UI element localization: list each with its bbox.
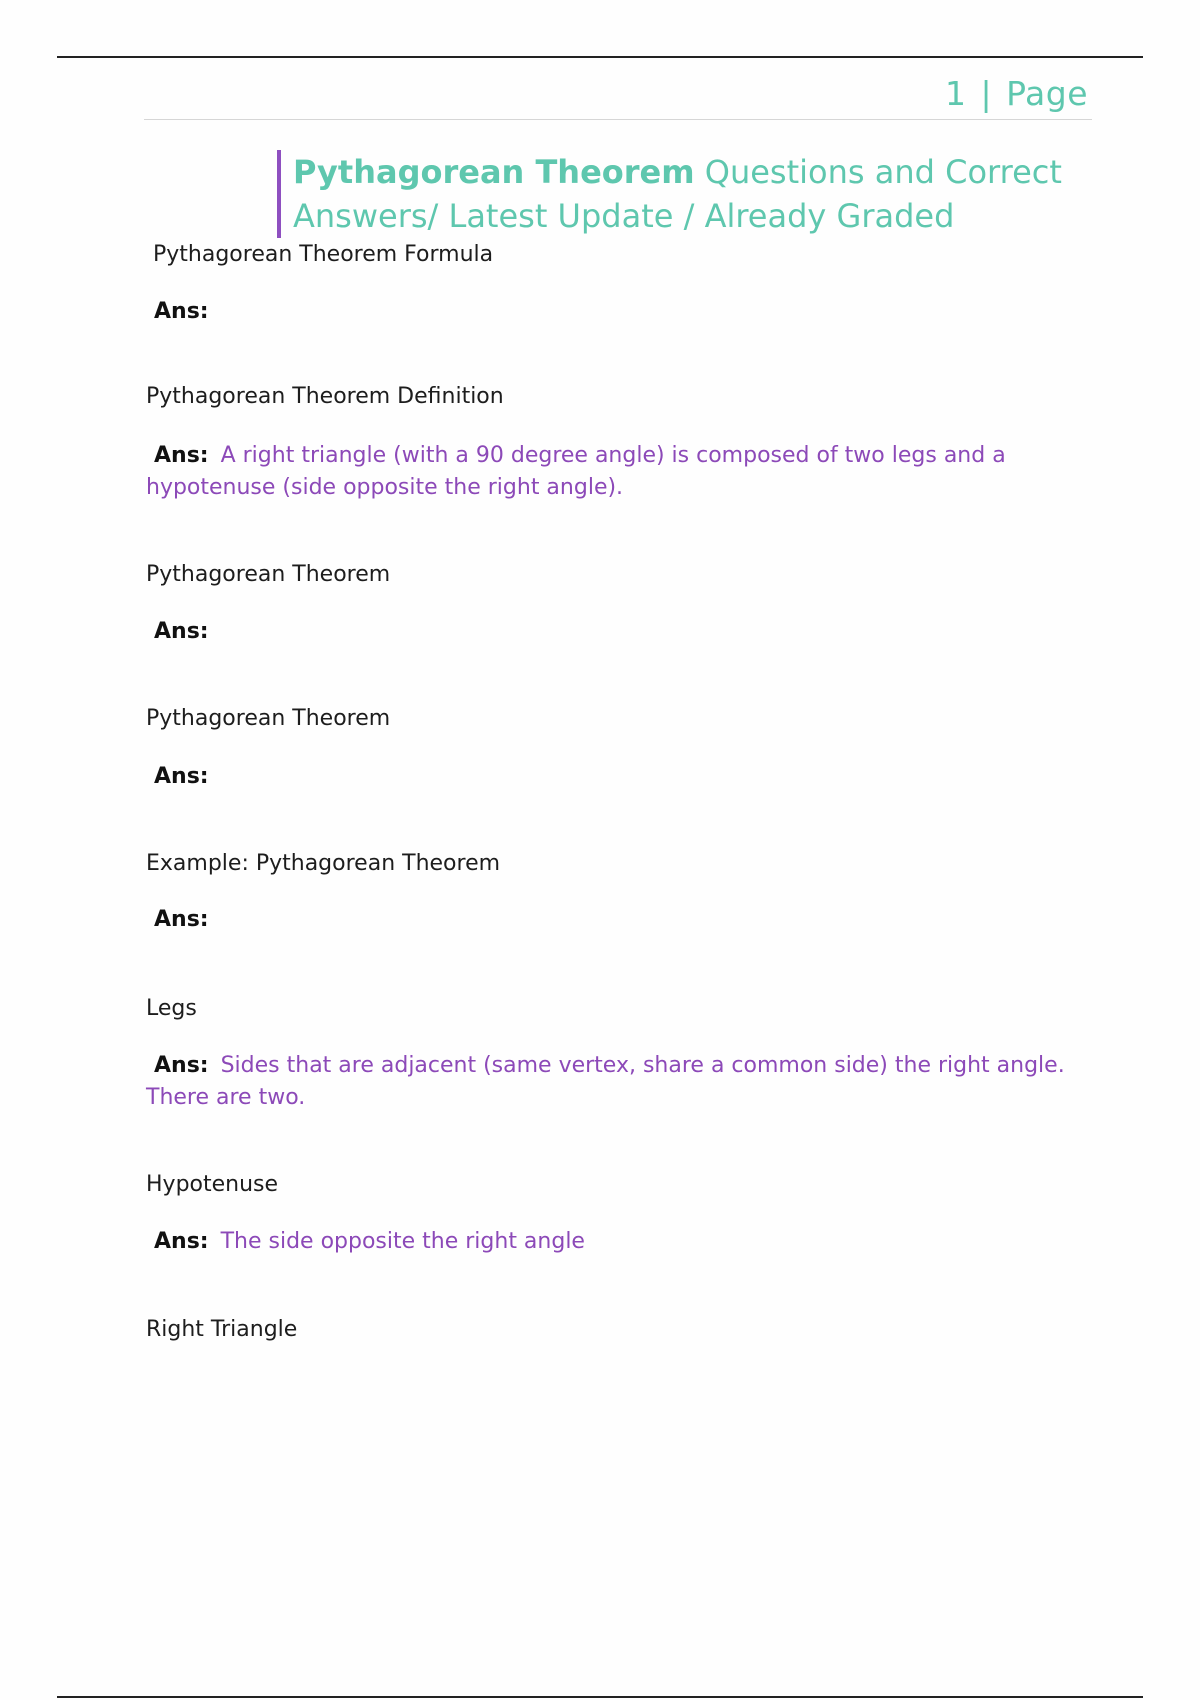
- header-divider: [144, 119, 1092, 120]
- question-text: Pythagorean Theorem: [146, 562, 391, 587]
- title-line-1: [293, 150, 1077, 194]
- page-word: Page: [1006, 74, 1088, 113]
- question-text: Pythagorean Theorem: [146, 706, 391, 731]
- question-text: Legs: [146, 996, 197, 1021]
- ans-label: Ans:: [154, 443, 209, 468]
- question-text: Pythagorean Theorem Definition: [146, 384, 504, 409]
- document-title: [277, 150, 1077, 238]
- title-rest: Questions and Correct: [694, 153, 1062, 191]
- question-text: Hypotenuse: [146, 1172, 279, 1197]
- page-number-header: [945, 74, 1088, 113]
- ans-label: Ans:: [154, 619, 209, 644]
- answer-block: [146, 1226, 1076, 1258]
- answer-text: Sides that are adjacent (same vertex, share a common side) the right angle. There are two.: [146, 1053, 1065, 1110]
- answer-block: [146, 1050, 1076, 1114]
- question-text: Pythagorean Theorem Formula: [153, 242, 494, 267]
- ans-label: Ans:: [154, 299, 209, 324]
- ans-label: Ans:: [154, 764, 209, 789]
- top-rule: [57, 56, 1143, 58]
- ans-label: Ans:: [154, 1229, 209, 1254]
- question-text: Example: Pythagorean Theorem: [146, 851, 501, 876]
- answer-text: The side opposite the right angle: [220, 1229, 585, 1254]
- answer-block: [146, 440, 1076, 504]
- answer-block: [146, 296, 1076, 328]
- answer-text: A right triangle (with a 90 degree angle) is composed of two legs and a hypotenuse (side opposite the right angle).: [146, 443, 1006, 500]
- page-number: 1: [944, 74, 967, 113]
- title-bold: Pythagorean Theorem: [293, 153, 695, 191]
- ans-label: Ans:: [154, 907, 209, 932]
- bottom-rule: [57, 1696, 1143, 1698]
- question-text: Right Triangle: [146, 1317, 298, 1342]
- page-separator: |: [980, 74, 993, 113]
- answer-block: [146, 904, 1076, 936]
- answer-block: [146, 761, 1076, 793]
- answer-block: [146, 616, 1076, 648]
- title-line-2: Answers/ Latest Update / Already Graded: [293, 197, 955, 235]
- ans-label: Ans:: [154, 1053, 209, 1078]
